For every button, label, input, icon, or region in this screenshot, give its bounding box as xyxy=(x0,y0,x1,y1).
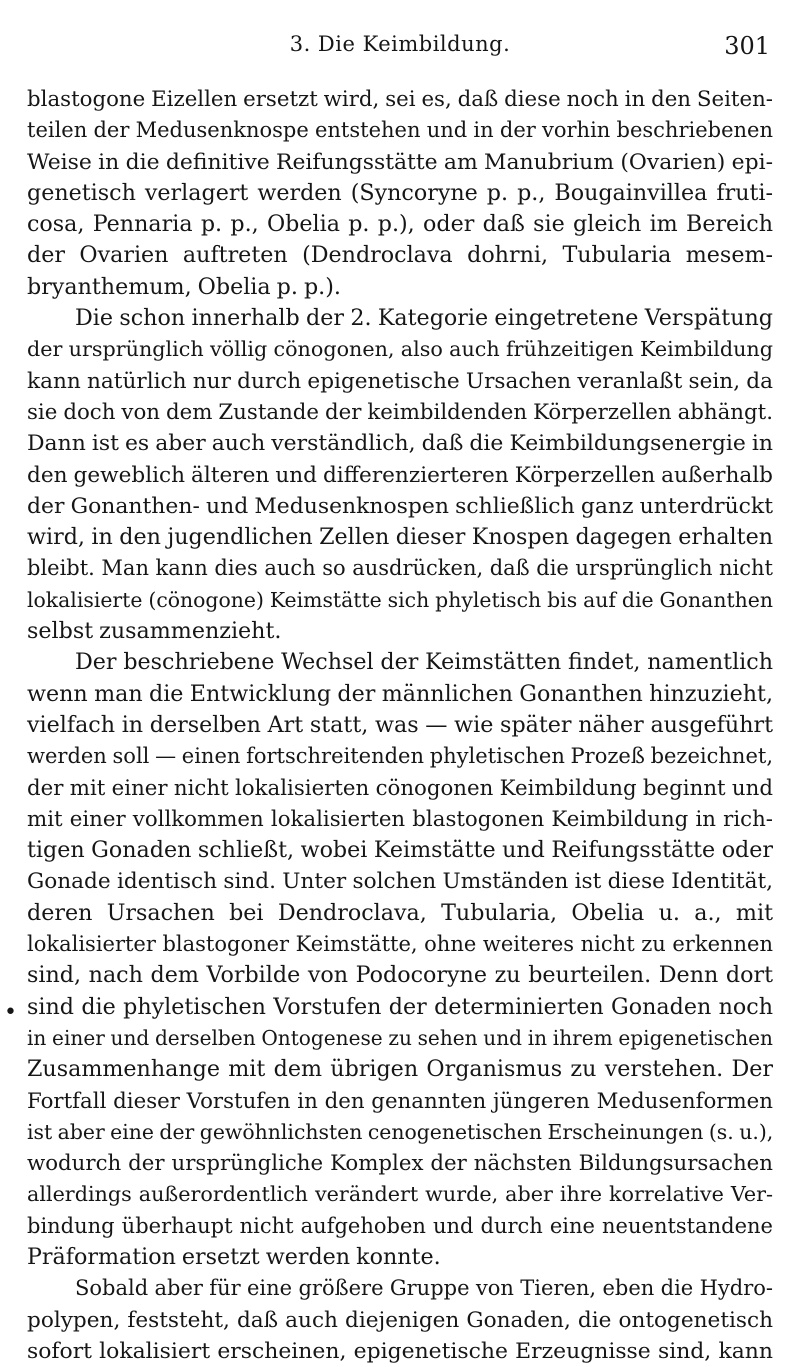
text-line: bindung überhaupt nicht aufgehoben und durch eine neuentstandene xyxy=(27,1213,773,1238)
text-line: selbst zusammenzieht. xyxy=(27,618,282,645)
text-line: Zusammenhange mit dem übrigen Organismus zu verstehen. Der xyxy=(27,1056,773,1083)
text-line: Dann ist es aber auch verständlich, daß die Keimbildungsenergie in xyxy=(27,431,773,457)
text-line: mit einer vollkommen lokalisierten blastogonen Keimbildung in rich- xyxy=(27,806,773,832)
text-line: wird, in den jugendlichen Zellen dieser Knospen dagegen erhalten xyxy=(27,524,773,551)
text-line: wodurch der ursprüngliche Komplex der nächsten Bildungsursachen xyxy=(27,1151,773,1177)
body-text xyxy=(27,84,773,1367)
text-line: deren Ursachen bei Dendroclava, Tubularia, Obelia u. a., mit xyxy=(27,899,773,926)
text-line: werden soll — einen fortschreitenden phyletischen Prozeß bezeichnet, xyxy=(27,744,773,769)
running-header xyxy=(0,22,800,62)
text-line: der Gonanthen- und Medusenknospen schließlich ganz unterdrückt xyxy=(27,493,773,519)
text-line: Weise in die definitive Reifungsstätte am Manubrium (Ovarien) epi- xyxy=(27,149,773,175)
margin-mark: • xyxy=(4,1000,17,1025)
text-line: der Ovarien auftreten (Dendroclava dohrni, Tubularia mesem- xyxy=(27,242,773,269)
text-line: Der beschriebene Wechsel der Keimstätten findet, namentlich xyxy=(75,649,773,676)
text-line: polypen, feststeht, daß auch diejenigen Gonaden, die ontogenetisch xyxy=(27,1307,773,1333)
text-line: genetisch verlagert werden (Syncoryne p. p., Bougainvillea fruti- xyxy=(27,179,773,206)
text-line: sind, nach dem Vorbilde von Podocoryne zu beurteilen. Denn dort xyxy=(27,962,773,989)
text-line: sie doch von dem Zustande der keimbildenden Körperzellen abhängt. xyxy=(27,399,773,425)
text-line: den geweblich älteren und differenzierteren Körperzellen außerhalb xyxy=(27,462,773,488)
text-line: bleibt. Man kann dies auch so ausdrücken, daß die ursprünglich nicht xyxy=(27,556,773,581)
text-line: Die schon innerhalb der 2. Kategorie eingetretene Verspätung xyxy=(75,305,773,332)
page-number: 301 xyxy=(724,32,770,60)
text-line: ist aber eine der gewöhnlichsten cenogenetischen Erscheinungen (s. u.), xyxy=(27,1119,774,1144)
text-line: sind die phyletischen Vorstufen der determinierten Gonaden noch xyxy=(27,993,773,1020)
text-line: lokalisierter blastogoner Keimstätte, ohne weiteres nicht zu erkennen xyxy=(27,932,773,957)
text-line: teilen der Medusenknospe entstehen und in der vorhin beschriebenen xyxy=(27,118,773,143)
text-line: der ursprünglich völlig cönogonen, also auch frühzeitigen Keimbildung xyxy=(27,337,773,362)
text-line: der mit einer nicht lokalisierten cönogonen Keimbildung beginnt und xyxy=(27,775,773,801)
text-line: cosa, Pennaria p. p., Obelia p. p.), oder daß sie gleich im Bereich xyxy=(27,211,773,238)
text-line: kann natürlich nur durch epigenetische Ursachen veranlaßt sein, da xyxy=(27,368,773,394)
text-line: sofort lokalisiert erscheinen, epigenetische Erzeugnisse sind, kann xyxy=(27,1338,773,1364)
text-line: tigen Gonaden schließt, wobei Keimstätte und Reifungsstätte oder xyxy=(27,837,773,864)
text-line: allerdings außerordentlich verändert wurde, aber ihre korrelative Ver- xyxy=(27,1182,773,1207)
text-line: lokalisierte (cönogone) Keimstätte sich phyletisch bis auf die Gonanthen xyxy=(27,587,773,612)
text-line: wenn man die Entwicklung der männlichen Gonanthen hinzuzieht, xyxy=(27,680,773,707)
text-line: Fortfall dieser Vorstufen in den genannten jüngeren Medusenformen xyxy=(27,1088,773,1114)
running-title: 3. Die Keimbildung. xyxy=(289,32,511,56)
text-line: in einer und derselben Ontogenese zu sehen und in ihrem epigenetischen xyxy=(27,1025,773,1050)
text-line: bryanthemum, Obelia p. p.). xyxy=(27,273,341,300)
text-line: Gonade identisch sind. Unter solchen Umständen ist diese Identität, xyxy=(27,869,773,895)
text-line: vielfach in derselben Art statt, was — wie später näher ausgeführt xyxy=(27,711,773,738)
text-line: Sobald aber für eine größere Gruppe von Tieren, eben die Hydro- xyxy=(75,1276,773,1301)
text-line: blastogone Eizellen ersetzt wird, sei es, daß diese noch in den Seiten- xyxy=(27,87,773,112)
text-line: Präformation ersetzt werden konnte. xyxy=(27,1243,441,1270)
